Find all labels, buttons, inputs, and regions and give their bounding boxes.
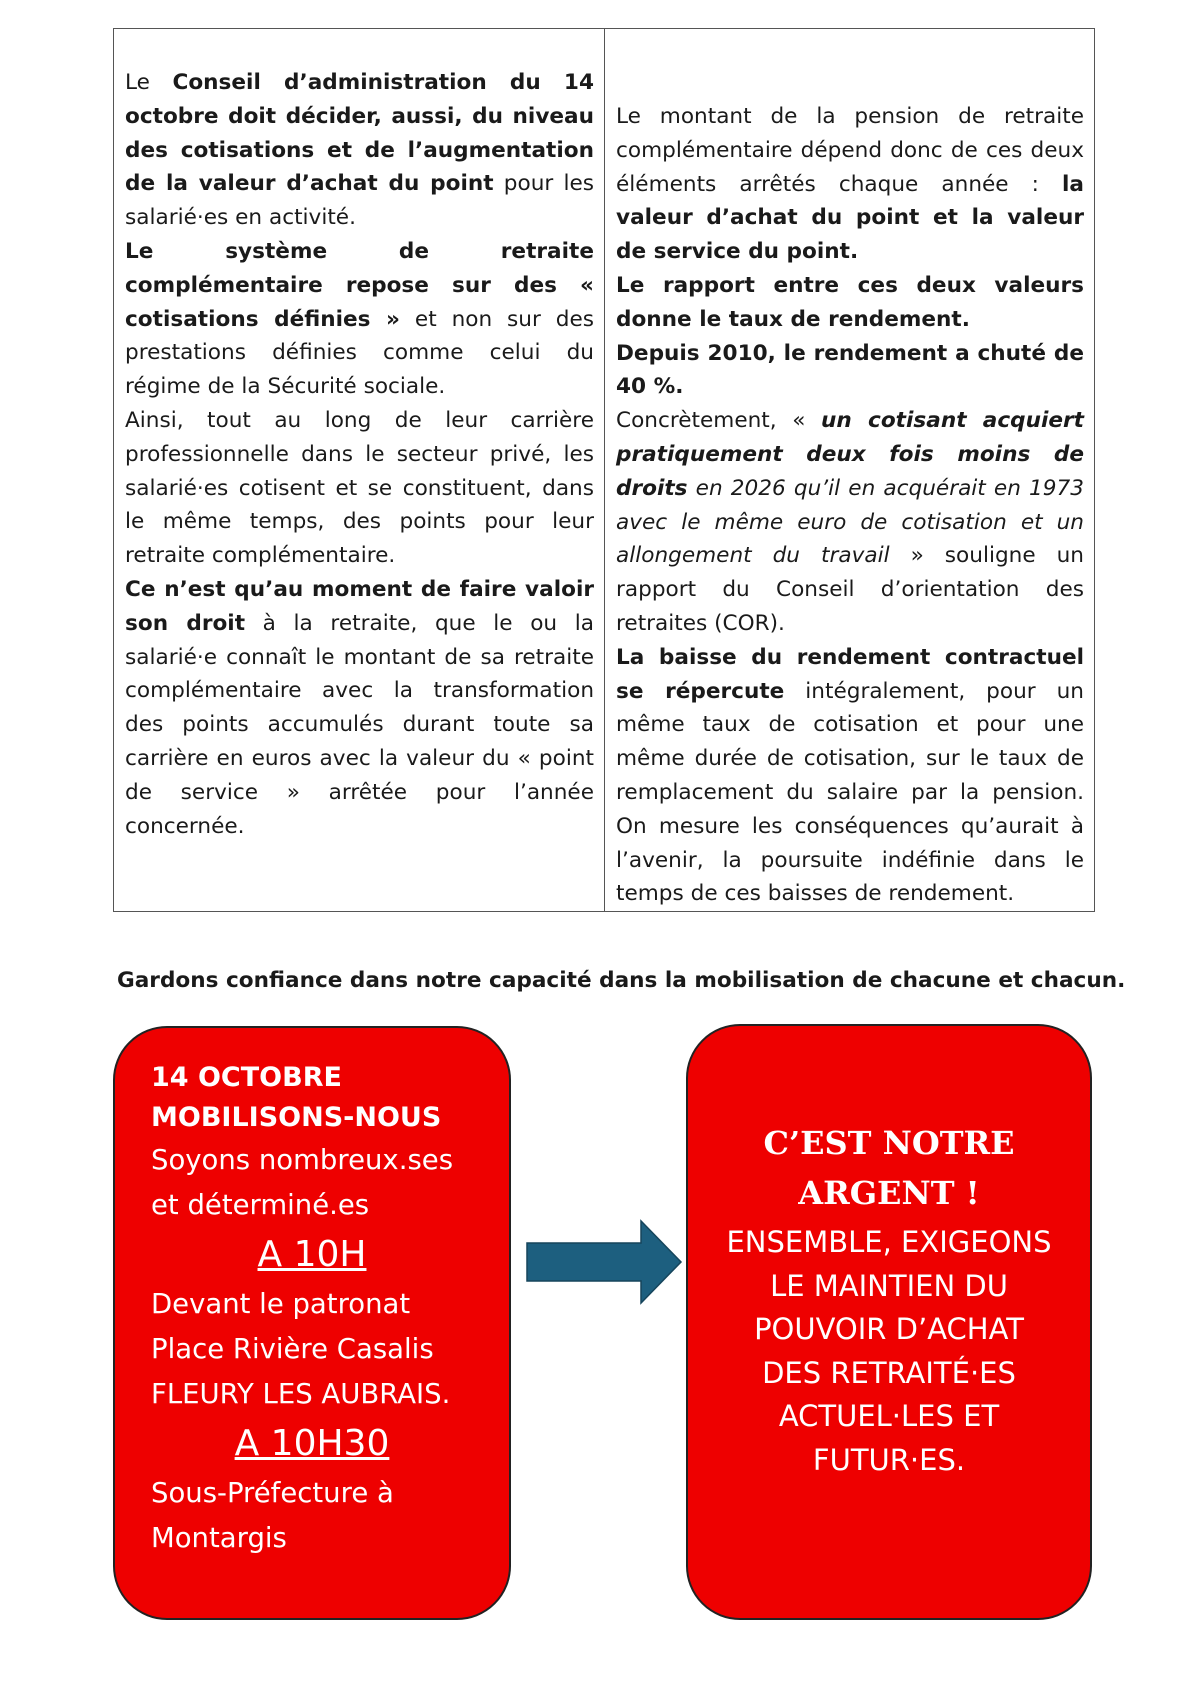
appeal-line-2: et déterminé.es: [151, 1189, 370, 1221]
right-column-paragraph: [616, 404, 1084, 641]
demand-line: DES RETRAITÉ·ES: [762, 1355, 1016, 1390]
call-label: MOBILISONS-NOUS: [151, 1102, 442, 1133]
text-run: Conseil d’administration du 14 octobre doit décider, aussi, du niveau des cotisations et de l’augmentation de la valeur d’achat du point: [125, 70, 594, 197]
tagline: Gardons confiance dans notre capacité dans la mobilisation de chacune et chacun.: [117, 968, 1126, 993]
demand-line: ENSEMBLE, EXIGEONS: [726, 1225, 1052, 1259]
demand-lines: [688, 1221, 1090, 1482]
right-column-paragraph: [616, 269, 1084, 337]
text-run: » souligne un rapport du Conseil d’orientation des retraites (COR).: [616, 543, 1084, 636]
right-column-paragraph: [616, 337, 1084, 405]
text-run: et non sur des prestations définies comme celui du régime de la Sécurité sociale.: [125, 306, 594, 400]
text-run: Le montant de la pension de retraite complémentaire dépend donc de ces deux éléments arrêtés chaque année :: [616, 104, 1084, 197]
demand-line: LE MAINTIEN DU: [770, 1268, 1008, 1303]
place-1-line-b: Place Rivière Casalis: [151, 1333, 434, 1365]
left-column-paragraph: [125, 573, 594, 843]
right-column-paragraph: [616, 100, 1084, 269]
place-2-line-a: Sous-Préfecture à: [151, 1477, 394, 1509]
place-2-line-b: Montargis: [151, 1522, 287, 1554]
time-2: A 10H30: [234, 1423, 390, 1464]
text-run: à la retraite, que le ou la salarié·e connaît le montant de sa retraite complémentaire avec la transformation des points accumulés durant toute sa carrière en euros avec la valeur du « point de service » arrêtée pour l’année concernée.: [125, 610, 594, 839]
text-run: Le système de retraite complémentaire repose sur des « cotisations définies »: [125, 238, 594, 332]
appeal-line-1: Soyons nombreux.ses: [151, 1144, 454, 1176]
demand-box: [686, 1024, 1092, 1620]
right-column: [605, 29, 1094, 911]
right-column-paragraph: [616, 641, 1084, 911]
place-1-line-c: FLEURY LES AUBRAIS.: [151, 1378, 451, 1410]
text-run: Depuis 2010, le rendement a chuté de 40 %.: [616, 340, 1084, 400]
demand-title-1: C’EST NOTRE: [763, 1124, 1015, 1162]
left-column-paragraph: [125, 66, 594, 235]
text-run: un cotisant acquiert pratiquement deux fois moins de droits: [616, 408, 1084, 501]
text-run: la valeur d’achat du point et la valeur de service du point.: [616, 171, 1084, 265]
date-label: 14 OCTOBRE: [151, 1062, 342, 1093]
demand-line: POUVOIR D’ACHAT: [754, 1312, 1024, 1346]
text-run: Le rapport entre ces deux valeurs donne le taux de rendement.: [616, 272, 1084, 332]
text-run: en 2026 qu’il en acquérait en 1973 avec le même euro de cotisation et un allongement du travail: [616, 475, 1084, 569]
mobilisation-box: [113, 1026, 511, 1620]
text-run: intégralement, pour un même taux de cotisation et pour une même durée de cotisation, sur le taux de remplacement du salaire par la pension. On mesure les conséquences qu’aurait à l’avenir, la poursuite indéfinie dans le temps de ces baisses de rendement.: [616, 678, 1084, 907]
text-run: Concrètement, «: [616, 408, 822, 434]
place-1-line-a: Devant le patronat: [151, 1288, 411, 1320]
demand-title-2: ARGENT !: [798, 1174, 980, 1212]
text-run: pour les salarié·es en activité.: [125, 171, 594, 231]
demand-line: FUTUR·ES.: [812, 1442, 966, 1477]
demand-line: ACTUEL·LES ET: [778, 1399, 1000, 1433]
text-run: La baisse du rendement contractuel se répercute: [616, 644, 1084, 704]
time-1: A 10H: [257, 1234, 367, 1275]
left-column-paragraph: [125, 404, 594, 573]
text-run: Ainsi, tout au long de leur carrière professionnelle dans le secteur privé, les salarié·es cotisent et se constituent, dans le même temps, des points pour leur retraite complémentaire.: [125, 407, 594, 569]
left-column-paragraph: [125, 235, 594, 404]
text-run: Ce n’est qu’au moment de faire valoir son droit: [125, 576, 594, 636]
text-table: [113, 28, 1095, 912]
text-run: Le: [125, 70, 173, 95]
left-column: [114, 29, 605, 911]
right-arrow-icon: [525, 1219, 683, 1305]
